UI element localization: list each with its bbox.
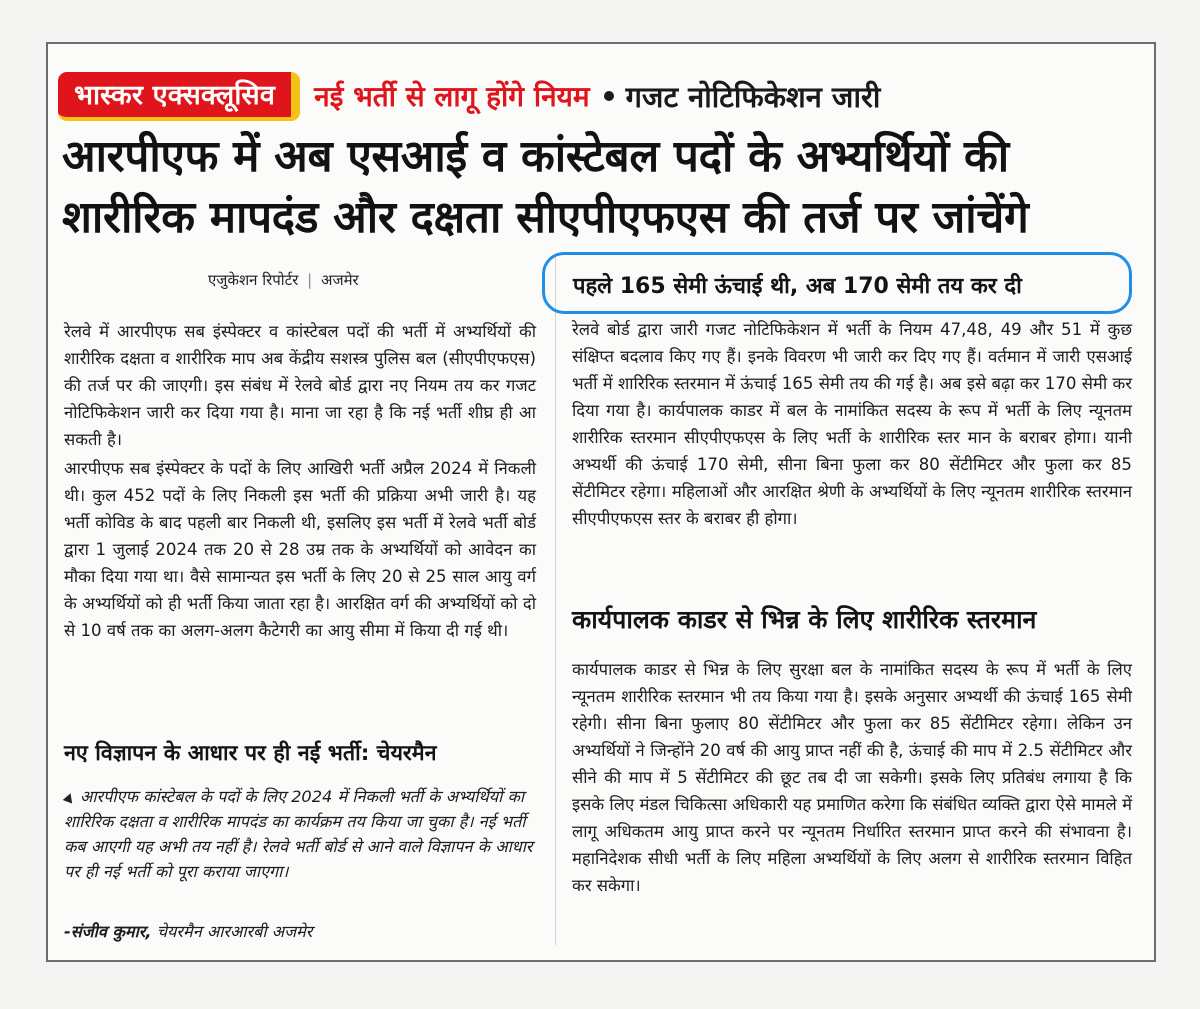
right-column-body-2 (572, 656, 1132, 901)
kicker-black-text: गजट नोटिफिकेशन जारी (625, 79, 881, 114)
left-paragraph-1: रेलवे में आरपीएफ सब इंस्पेक्टर व कांस्टेबल पदों की भर्ती में अभ्यर्थियों की शारीरिक दक्षता व शारीरिक माप अब केंद्रीय सशस्त्र पुलिस बल (सीएपीएफएस) की तर्ज पर की जाएगी। इस संबंध में रेलवे बोर्ड द्वारा नए नियम तय कर गजट नोटिफिकेशन जारी कर दिया गया है। माना जा रहा है कि नई भर्ती शीघ्र ही आ सकती है। (64, 322, 536, 449)
article-kicker-bar (58, 72, 1148, 120)
byline-separator: | (307, 271, 313, 289)
quote-author-title: चेयरमैन आरआरबी अजमेर (156, 922, 313, 941)
article-headline (62, 126, 1142, 248)
bhaskar-exclusive-badge: भास्कर एक्सक्लूसिव (58, 72, 300, 121)
left-subheading: नए विज्ञापन के आधार पर ही नई भर्ती: चेयरमैन (64, 741, 437, 766)
right-subheading: कार्यपालक काडर से भिन्न के लिए शारीरिक स्तरमान (572, 605, 1037, 634)
kicker-red-text: नई भर्ती से लागू होंगे नियम (314, 80, 590, 113)
chairman-quote (64, 784, 536, 884)
right-paragraph-1: रेलवे बोर्ड द्वारा जारी गजट नोटिफिकेशन में भर्ती के नियम 47,48, 49 और 51 में कुछ संक्षिप्त बदलाव किए गए हैं। इनके विवरण भी जारी कर दिए गए हैं। वर्तमान में जारी एसआई भर्ती में शारिरिक स्तरमान में ऊंचाई 165 सेमी तय की गई है। अब इसे बढ़ा कर 170 सेमी कर दिया गया है। कार्यपालक काडर में बल के नामांकित सदस्य के रूप में भर्ती के लिए न्यूनतम शारीरिक स्तरमान सीएपीएफएस के लिए भर्ती के शारीरिक स्तर मान के बराबर होगा। यानी अभ्यर्थी की ऊंचाई 170 सेमी, सीना बिना फुला कर 80 सेंटीमिटर और फुला कर 85 सेंटीमिटर रहेगा। महिलाओं और आरक्षित श्रेणी के अभ्यर्थियों के लिए न्यूनतम शारीरिक स्तरमान सीएपीएफएस स्तर के बराबर ही होगा। (572, 320, 1132, 528)
column-divider (555, 255, 556, 945)
headline-line-2: शारीरिक मापदंड और दक्षता सीएपीएफएस की तर्ज पर जांचेंगे (62, 192, 1029, 243)
right-column-body (572, 316, 1132, 534)
quote-text: आरपीएफ कांस्टेबल के पदों के लिए 2024 में निकली भर्ती के अभ्यर्थियों का शारिरिक दक्षता व शारीरिक मापदंड का कार्यक्रम तय किया जा चुका है। नई भर्ती कब आएगी यह अभी तय नहीं है। रेलवे भर्ती बोर्ड से आने वाले विज्ञापन के आधार पर ही नई भर्ती को पूरा कराया जाएगा। (64, 787, 533, 881)
left-column-body (64, 318, 536, 646)
left-paragraph-2: आरपीएफ सब इंस्पेक्टर के पदों के लिए आखिरी भर्ती अप्रैल 2024 में निकली थी। कुल 452 पदों के लिए निकली इस भर्ती की प्रक्रिया अभी जारी है। यह भर्ती कोविड के बाद पहली बार निकली थी, इसलिए इस भर्ती में रेलवे भर्ती बोर्ड द्वारा 1 जुलाई 2024 तक 20 से 28 उम्र तक के अभ्यर्थियों को आवेदन का मौका दिया गया था। वैसे सामान्यत इस भर्ती के लिए 20 से 25 साल आयु वर्ग के अभ्यर्थियों को ही भर्ती किया जाता रहा है। आरक्षित वर्ग की अभ्यर्थियों को दो से 10 वर्ष तक का अलग-अलग कैटेगरी का आयु सीमा में किया दी गई थी। (64, 459, 536, 640)
bullet-icon (604, 91, 614, 101)
quote-marker-icon (63, 792, 75, 804)
quote-author-name: -संजीव कुमार, (64, 922, 152, 941)
right-highlight-heading: पहले 165 सेमी ऊंचाई थी, अब 170 सेमी तय कर दी (573, 274, 1022, 299)
headline-line-1: आरपीएफ में अब एसआई व कांस्टेबल पदों के अभ्यर्थियों की (62, 131, 1009, 182)
right-paragraph-2: कार्यपालक काडर से भिन्न के लिए सुरक्षा बल के नामांकित सदस्य के रूप में भर्ती के लिए न्यूनतम शारीरिक स्तरमान भी तय किया गया है। इसके अनुसार अभ्यर्थी की ऊंचाई 165 सेमी रहेगी। सीना बिना फुलाए 80 सेंटीमिटर और फुला कर 85 सेंटीमिटर रहेगा। लेकिन उन अभ्यर्थियों ने जिन्होंने 20 वर्ष की आयु प्राप्त नहीं की है, ऊंचाई की माप में 2.5 सेंटीमिटर और सीने की माप में 5 सेंटीमिटर की छूट तब दी जा सकेगी। इसके लिए प्रतिबंध लगाया है कि इसके लिए मंडल चिकित्सा अधिकारी यह प्रमाणित करेगा कि संबंधित व्यक्ति द्वारा ऐसे मामले में लागू अधिकतम आयु प्राप्त करने पर न्यूनतम निर्धारित स्तरमान प्राप्त करने की संभावना है। महानिदेशक सीधी भर्ती के लिए महिला अभ्यर्थियों के लिए अलग से शारीरिक स्तरमान विहित कर सकेगा। (572, 660, 1132, 895)
byline (208, 270, 359, 290)
byline-city: अजमेर (320, 271, 359, 289)
byline-reporter: एजुकेशन रिपोर्टर (208, 271, 299, 289)
quote-author (64, 920, 312, 942)
